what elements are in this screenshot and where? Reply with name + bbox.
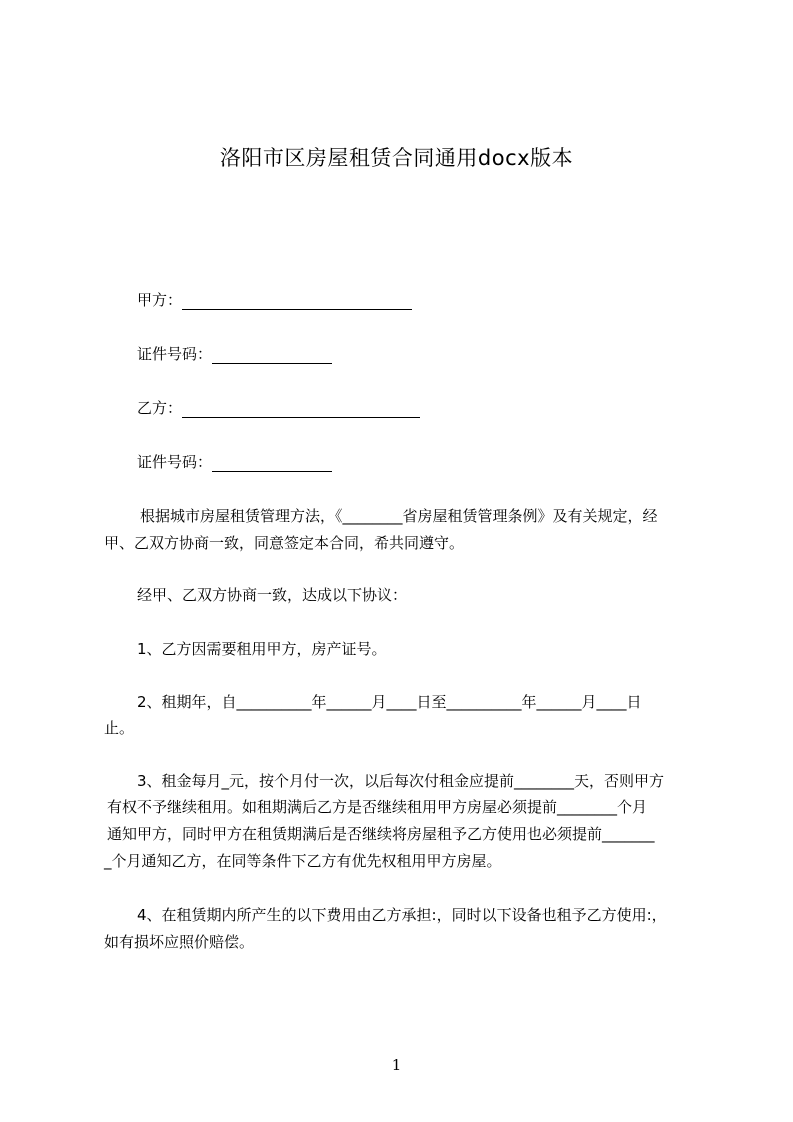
party-b-label: 乙方： <box>137 399 183 417</box>
clause-3-line-3: 通知甲方，同时甲方在租赁期满后是否继续将房屋租予乙方使用也必须提前_______ <box>107 825 655 843</box>
clause-3-line-1: 3、租金每月_元，按个月付一次，以后每次付租金应提前________天，否则甲方 <box>137 772 665 790</box>
party-a-id-label: 证件号码： <box>137 345 213 363</box>
party-a-line <box>137 290 412 310</box>
party-a-label: 甲方： <box>137 291 183 309</box>
clause-3-line-4: _个月通知乙方，在同等条件下乙方有优先权租用甲方房屋。 <box>104 852 502 870</box>
party-b-id-label: 证件号码： <box>137 453 213 471</box>
page-number: 1 <box>391 1056 402 1074</box>
party-b-line <box>137 398 420 418</box>
party-b-id-line <box>137 452 332 472</box>
clause-2-line-2: 止。 <box>104 719 135 737</box>
agreement-heading: 经甲、乙双方协商一致，达成以下协议： <box>137 586 408 604</box>
clause-1: 1、乙方因需要租用甲方，房产证号。 <box>137 640 387 658</box>
document-title: 洛阳市区房屋租赁合同通用docx版本 <box>219 146 574 170</box>
party-a-field[interactable] <box>182 293 412 310</box>
clause-4-line-2: 如有损坏应照价赔偿。 <box>104 933 255 951</box>
party-a-id-field[interactable] <box>212 347 332 364</box>
intro-line-1: 根据城市房屋租赁管理方法，《________省房屋租赁管理条例》及有关规定，经 <box>140 507 658 525</box>
party-a-id-line <box>137 344 332 364</box>
clause-3-line-2: 有权不予继续租用。如租期满后乙方是否继续租用甲方房屋必须提前________个月 <box>107 798 648 816</box>
party-b-field[interactable] <box>182 401 420 418</box>
clause-4-line-1: 4、在租赁期内所产生的以下费用由乙方承担:，同时以下设备也租予乙方使用:， <box>137 906 667 924</box>
intro-line-2: 甲、乙双方协商一致，同意签定本合同，希共同遵守。 <box>104 534 465 552</box>
clause-2-line-1: 2、租期年，自__________年______月____日至__________年______月____日 <box>137 693 642 711</box>
party-b-id-field[interactable] <box>212 455 332 472</box>
